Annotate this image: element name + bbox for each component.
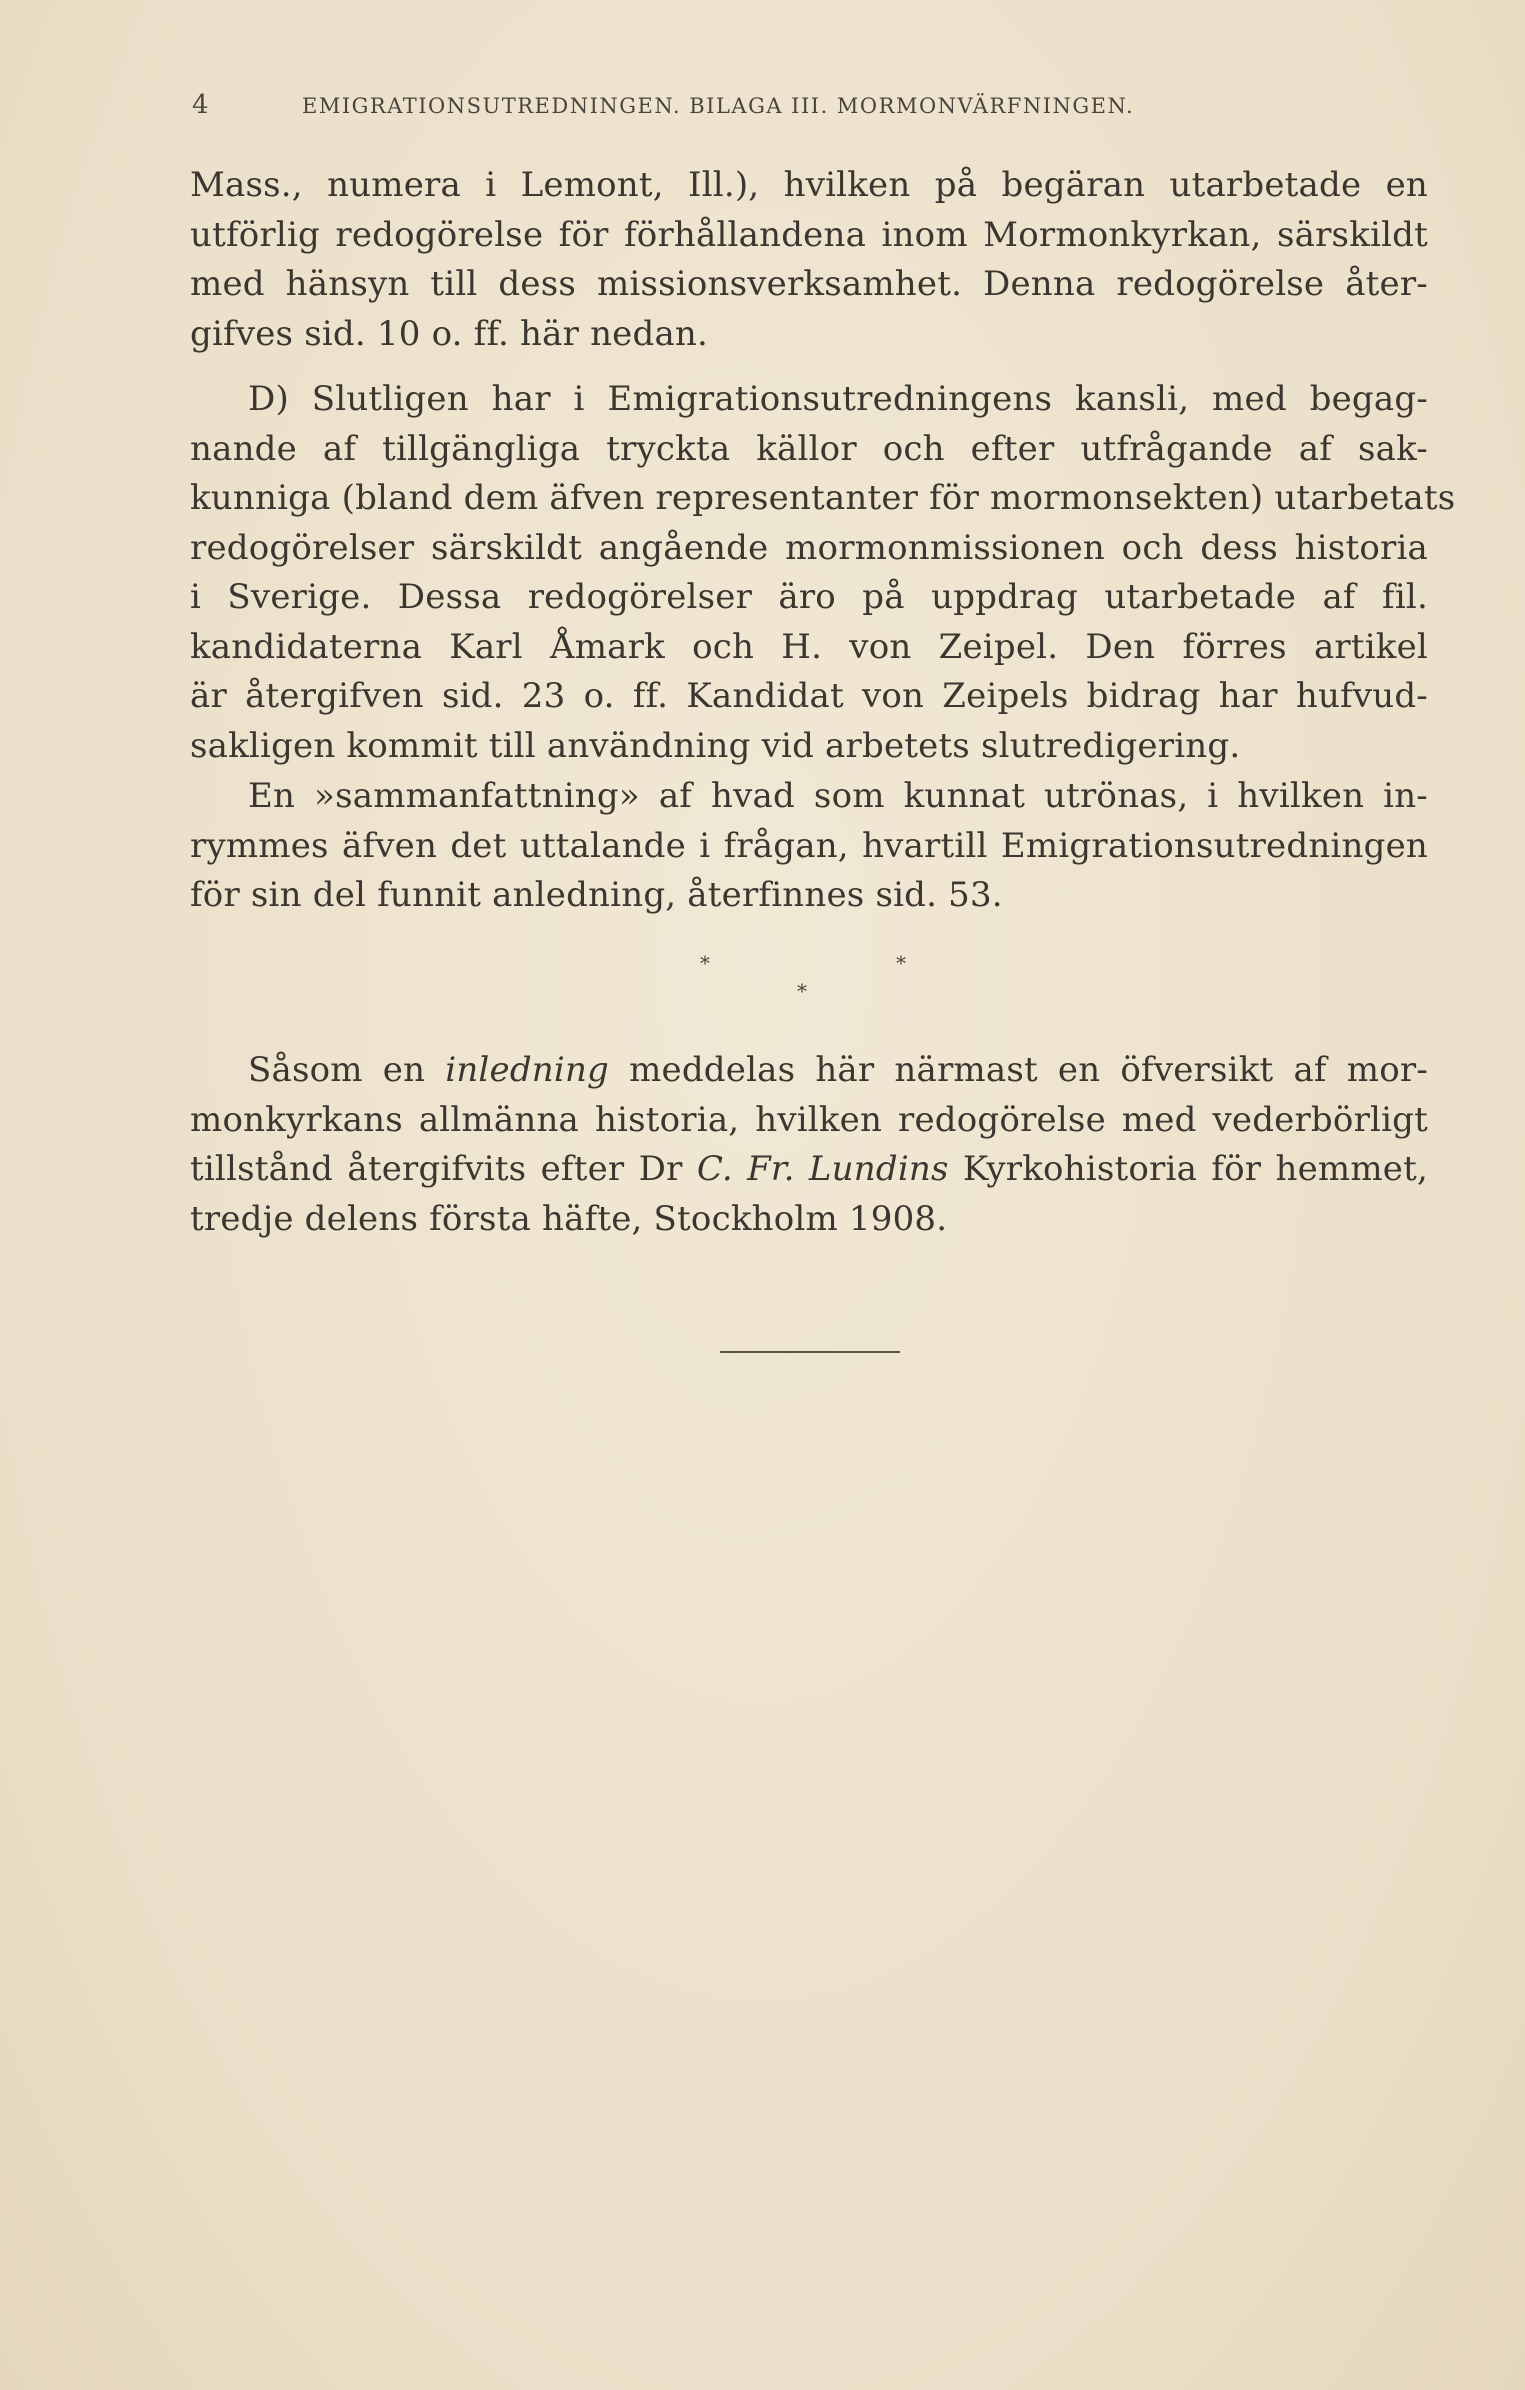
separator-star: * <box>797 979 807 1003</box>
separator-star: * <box>896 951 906 975</box>
text-line: är återgifven sid. 23 o. ff. Kandidat von Zeipels bidrag har hufvud- <box>190 676 1428 716</box>
paragraph-3 <box>190 772 1428 921</box>
text-run: meddelas här närmast en öfversikt af mor- <box>609 1050 1429 1090</box>
running-title: EMIGRATIONSUTREDNINGEN. BILAGA III. MORMONVÄRFNINGEN. <box>302 94 1135 118</box>
text-line: sakligen kommit till användning vid arbetets slutredigering. <box>190 725 1241 766</box>
text-line: kandidaterna Karl Åmark och H. von Zeipel. Den förres artikel <box>190 626 1428 667</box>
text-line: i Sverige. Dessa redogörelser äro på uppdrag utarbetade af fil. <box>190 577 1428 617</box>
italic-term: inledning <box>445 1050 610 1090</box>
text-run: tillstånd återgifvits efter Dr <box>190 1149 697 1189</box>
text-line: monkyrkans allmänna historia, hvilken redogörelse med vederbörligt <box>190 1099 1428 1140</box>
section-separator <box>0 951 1525 1011</box>
text-run: Såsom en <box>248 1050 446 1090</box>
text-line: redogörelser särskildt angående mormonmissionen och dess historia <box>190 527 1428 568</box>
text-line: för sin del funnit anledning, återfinnes sid. 53. <box>190 875 1003 915</box>
text-line <box>190 1145 1428 1195</box>
paragraph-1 <box>190 161 1428 359</box>
text-line: utförlig redogörelse för förhållandena inom Mormonkyrkan, särskildt <box>190 214 1428 255</box>
text-run: Kyrkohistoria för hemmet, <box>948 1149 1428 1189</box>
text-line: D) Slutligen har i Emigrationsutredningens kansli, med begag- <box>248 379 1428 419</box>
page-number: 4 <box>192 90 211 120</box>
text-line: kunniga (bland dem äfven representanter för mormonsekten) utarbetats <box>190 478 1456 518</box>
text-line: med hänsyn till dess missionsverksamhet. Denna redogörelse åter- <box>190 264 1428 304</box>
italic-author: C. Fr. Lundins <box>696 1149 949 1189</box>
end-rule <box>720 1351 900 1353</box>
separator-star: * <box>700 951 710 975</box>
paragraph-2 <box>190 375 1456 771</box>
text-line: Mass., numera i Lemont, Ill.), hvilken på begäran utarbetade en <box>190 165 1428 205</box>
text-line: nande af tillgängliga tryckta källor och efter utfrågande af sak- <box>190 428 1428 469</box>
text-line: gifves sid. 10 o. ff. här nedan. <box>190 313 709 354</box>
paragraph-4 <box>190 1046 1428 1244</box>
text-line: En »sammanfattning» af hvad som kunnat utrönas, i hvilken in- <box>248 776 1428 816</box>
text-line: rymmes äfven det uttalande i frågan, hvartill Emigrationsutredningen <box>190 825 1428 866</box>
text-line: tredje delens första häfte, Stockholm 1908. <box>190 1198 948 1239</box>
text-line <box>190 1046 1428 1096</box>
